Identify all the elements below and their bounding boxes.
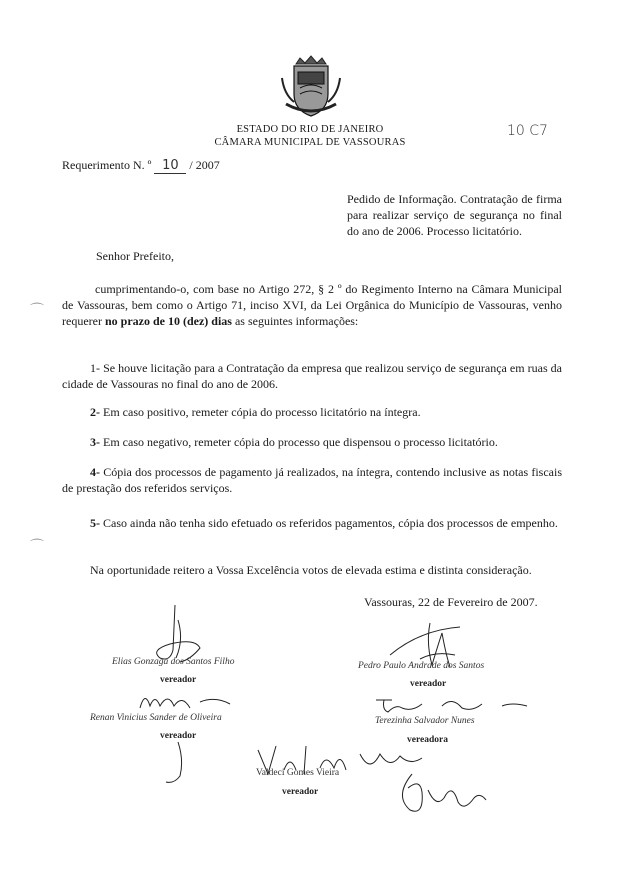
request-item bbox=[62, 404, 562, 420]
signatory-role: vereador bbox=[160, 731, 197, 741]
request-item bbox=[62, 434, 562, 450]
margin-mark: ⌒ bbox=[30, 539, 44, 555]
signatory-role: vereador bbox=[160, 675, 197, 685]
item-text: Em caso negativo, remeter cópia do processo que dispensou o processo licitatório. bbox=[103, 435, 498, 449]
item-text: Se houve licitação para a Contratação da empresa que realizou serviço de segurança em ruas da cidade de Vassouras no final do ano de 2006. bbox=[62, 361, 562, 391]
handwritten-signature bbox=[160, 740, 200, 790]
signatory-name: Valdeci Gomes Vieira bbox=[256, 768, 340, 778]
signatory-role: vereador bbox=[282, 787, 319, 797]
salutation: Senhor Prefeito, bbox=[96, 249, 174, 263]
chamber-title: CÂMARA MUNICIPAL DE VASSOURAS bbox=[214, 137, 406, 148]
item-number: 4- bbox=[90, 465, 100, 479]
date-line: Vassouras, 22 de Fevereiro de 2007. bbox=[364, 595, 538, 609]
handwritten-signature bbox=[372, 692, 532, 716]
closing-paragraph: Na oportunidade reitero a Vossa Excelência votos de elevada estima e distinta consideração. bbox=[90, 563, 532, 577]
item-text: Caso ainda não tenha sido efetuado os referidos pagamentos, cópia dos processos de empenho. bbox=[103, 516, 558, 530]
request-item bbox=[62, 464, 562, 496]
deadline-bold: no prazo de 10 (dez) dias bbox=[104, 314, 232, 328]
signatory-role: vereador bbox=[410, 679, 447, 689]
signatory-name: Pedro Paulo Andrade dos Santos bbox=[358, 661, 485, 671]
item-text: Em caso positivo, remeter cópia do processo licitatório na íntegra. bbox=[103, 405, 421, 419]
item-number: 5- bbox=[90, 516, 100, 530]
item-number: 3- bbox=[90, 435, 100, 449]
item-number: 1- bbox=[90, 361, 100, 375]
signatory-name: Renan Vinicius Sander de Oliveira bbox=[90, 713, 222, 723]
municipal-coat-of-arms-icon bbox=[278, 54, 344, 120]
intro-paragraph bbox=[62, 281, 562, 329]
request-item bbox=[62, 360, 562, 392]
signatory-name: Elias Gonzaga dos Santos Filho bbox=[112, 657, 235, 667]
request-number-line bbox=[62, 158, 220, 174]
item-text: Cópia dos processos de pagamento já realizados, na íntegra, contendo inclusive as notas fiscais de prestação dos referidos serviços. bbox=[62, 465, 562, 495]
handwritten-signature bbox=[140, 600, 230, 680]
request-item bbox=[62, 515, 562, 531]
state-title: ESTADO DO RIO DE JANEIRO bbox=[236, 124, 384, 135]
request-subject: Pedido de Informação. Contratação de firma para realizar serviço de segurança no final do ano de 2006. Processo licitatório. bbox=[347, 192, 562, 238]
handwritten-signature bbox=[392, 768, 492, 818]
handwritten-note: 10 C7 bbox=[507, 123, 548, 139]
request-year: / 2007 bbox=[189, 158, 220, 172]
signatory-role: vereadora bbox=[407, 735, 448, 745]
margin-mark: ⌒ bbox=[30, 303, 44, 319]
intro-text: cumprimentando-o, com base no Artigo 272, § 2 º do Regimento Interno na Câmara Municipal de Vassouras, bem como o Artigo 71, inciso XVI, da Lei Orgânica do Município de Vassouras, venho requerer bbox=[62, 282, 562, 328]
intro-text-end: as seguintes informações: bbox=[231, 314, 359, 328]
signatory-name: Terezinha Salvador Nunes bbox=[375, 716, 475, 726]
request-number: 10 bbox=[154, 158, 186, 174]
request-label: Requerimento N. º bbox=[62, 158, 152, 172]
item-number: 2- bbox=[90, 405, 100, 419]
